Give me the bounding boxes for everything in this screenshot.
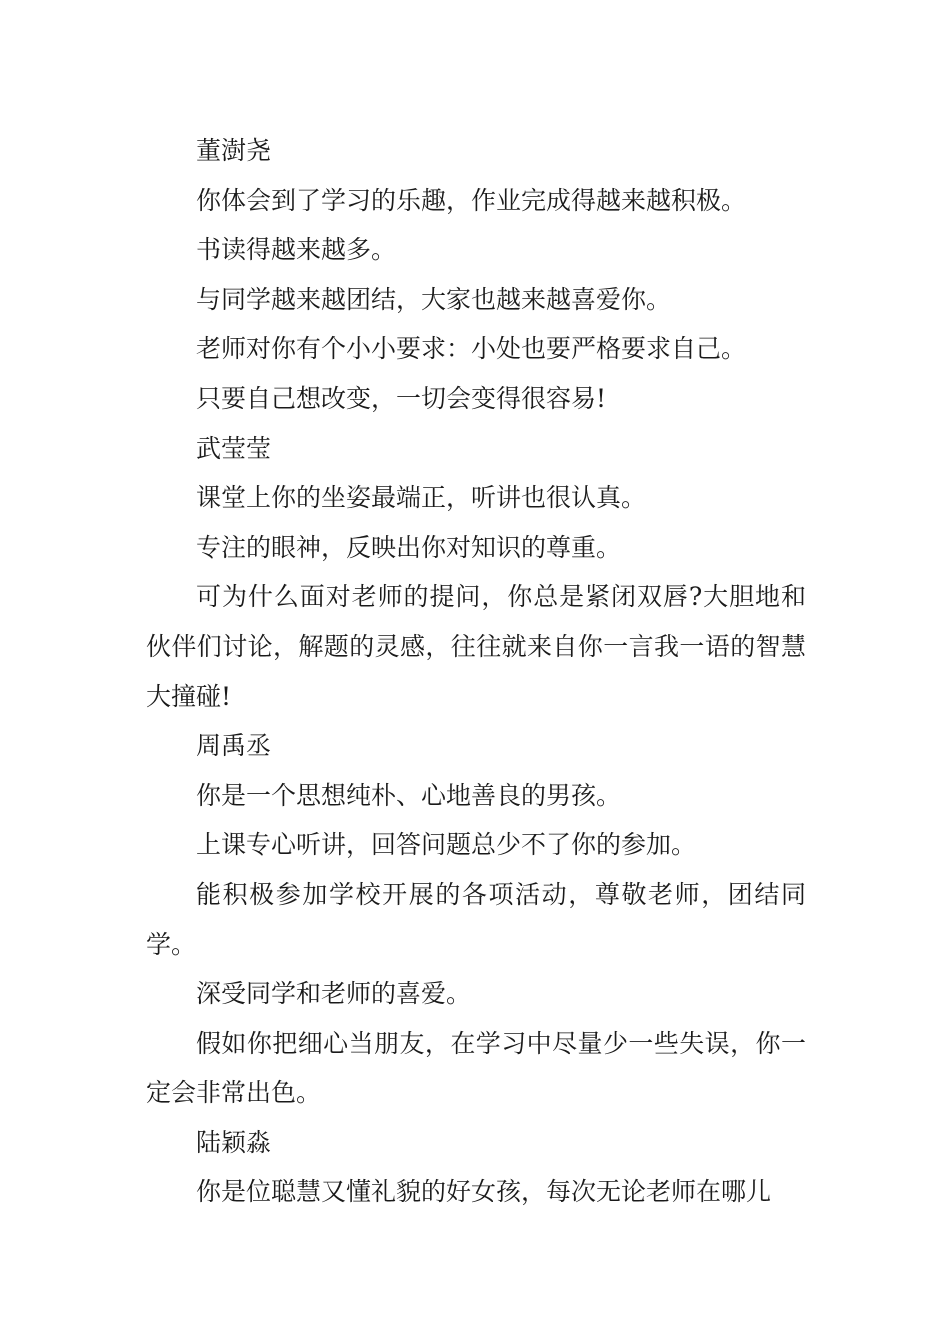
student-name: 董澍尧 <box>196 136 272 165</box>
comment-line: 深受同学和老师的喜爱。 <box>196 979 472 1009</box>
comment-line: 上课专心听讲，回答问题总少不了你的参加。 <box>196 830 697 860</box>
student-name: 武莹莹 <box>196 433 272 463</box>
comment-line: 只要自己想改变，一切会变得很容易! <box>196 383 607 413</box>
comment-line: 课堂上你的坐姿最端正，听讲也很认真。 <box>196 483 647 513</box>
comment-line: 你是一个思想纯朴、心地善良的男孩。 <box>196 780 622 810</box>
comment-line: 可为什么面对老师的提问，你总是紧闭双唇?大胆地和伙伴们讨论，解题的灵感，往往就来自你一言我一语的智慧大撞碰! <box>146 582 806 711</box>
comment-line: 专注的眼神，反映出你对知识的尊重。 <box>196 532 622 562</box>
student-name: 周禹丞 <box>196 731 272 761</box>
comment-line: 你体会到了学习的乐趣，作业完成得越来越积极。 <box>196 185 747 215</box>
comment-line: 假如你把细心当朋友，在学习中尽量少一些失误，你一定会非常出色。 <box>146 1028 806 1108</box>
document-body <box>146 126 806 1217</box>
comment-line: 与同学越来越团结，大家也越来越喜爱你。 <box>196 284 672 314</box>
comment-line: 老师对你有个小小要求：小处也要严格要求自己。 <box>196 334 747 364</box>
comment-line: 能积极参加学校开展的各项活动，尊敬老师，团结同学。 <box>146 879 806 959</box>
comment-line: 你是位聪慧又懂礼貌的好女孩，每次无论老师在哪儿 <box>196 1177 772 1207</box>
student-name: 陆颖淼 <box>196 1127 272 1157</box>
comment-line: 书读得越来越多。 <box>196 235 397 265</box>
